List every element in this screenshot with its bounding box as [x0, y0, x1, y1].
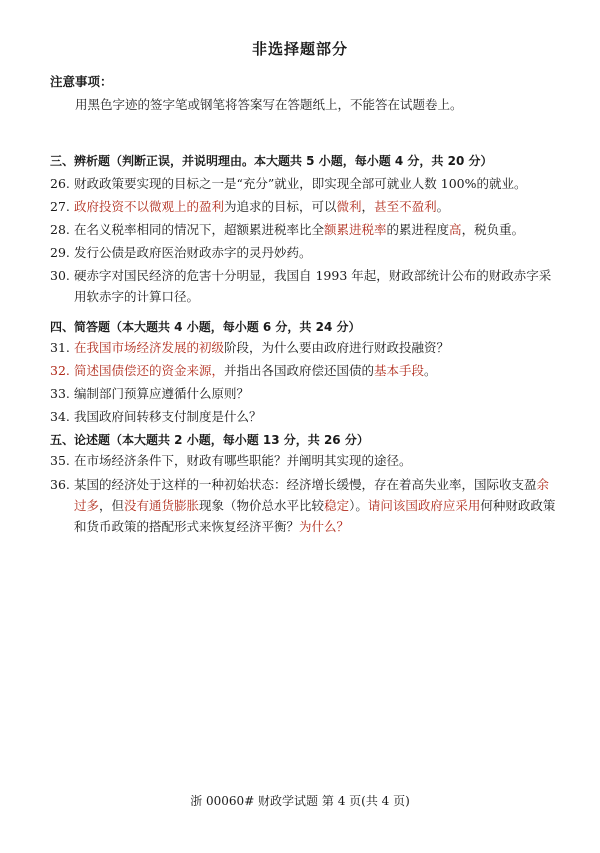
question-text: 编制部门预算应遵循什么原则？: [74, 386, 250, 401]
question-26: [50, 173, 560, 194]
question-29: [50, 242, 560, 263]
question-number: 31.: [50, 340, 70, 355]
text-segment: 阶段，为什么要由政府进行财政投融资？: [224, 340, 450, 355]
highlight: 余过多: [74, 477, 550, 513]
highlight: 高: [449, 222, 462, 237]
question-number: 35.: [50, 453, 70, 468]
text-segment: ）。: [349, 498, 368, 513]
question-number: 34.: [50, 409, 70, 424]
question-number: 29.: [50, 245, 70, 260]
text-segment: 的累进程度: [386, 222, 450, 237]
text-segment: 并指出各国政府偿还国债的: [224, 363, 375, 378]
question-32: [50, 360, 560, 381]
question-31: [50, 337, 560, 358]
question-text: 我国政府间转移支付制度是什么？: [74, 409, 262, 424]
section-5-heading: 五、论述题（本大题共 2 小题，每小题 13 分，共 26 分）: [50, 433, 369, 447]
question-36: [50, 474, 560, 537]
question-27: [50, 196, 560, 217]
question-33: [50, 383, 560, 404]
question-text: 在市场经济条件下，财政有哪些职能？并阐明其实现的途径。: [74, 453, 412, 468]
question-number: 33.: [50, 386, 70, 401]
text-segment: ，但: [99, 498, 125, 513]
notice-heading: 注意事项：: [50, 74, 113, 89]
question-30: [50, 265, 560, 307]
question-text: 发行公债是政府医治财政赤字的灵丹妙药。: [74, 245, 312, 260]
question-number: 32.: [50, 363, 70, 378]
question-text: [74, 219, 560, 240]
section-4-heading: 四、简答题（本大题共 4 小题，每小题 6 分，共 24 分）: [50, 320, 361, 334]
question-text: [74, 360, 560, 381]
highlight: 没有通货膨胀: [124, 498, 200, 513]
text-segment: 何种财政政策和货币政策的搭配形式来恢复经济平衡？: [74, 498, 556, 534]
question-text: 硬赤字对国民经济的危害十分明显，我国自 1993 年起，财政部统计公布的财政赤字采用软赤字的计算口径。: [74, 268, 552, 304]
text-segment: ，: [361, 199, 375, 214]
question-number: 27.: [50, 199, 70, 214]
question-35: [50, 450, 560, 471]
section-3-heading: 三、辨析题（判断正误，并说明理由。本大题共 5 小题，每小题 4 分，共 20 分）: [50, 154, 493, 168]
text-segment: ，税负重。: [461, 222, 525, 237]
text-segment: 某国的经济处于这样的一种初始状态：经济增长缓慢，存在着高失业率，国际收支盈: [74, 477, 537, 492]
question-text: [74, 337, 560, 358]
text-segment: 。: [424, 363, 437, 378]
question-number: 28.: [50, 222, 70, 237]
question-28: [50, 219, 560, 240]
highlight: 政府投资不以微观上的盈利: [74, 199, 225, 214]
highlight: 稳定: [324, 498, 350, 513]
page-title: 非选择题部分: [251, 40, 348, 58]
text-segment: 。: [436, 199, 450, 214]
question-number: 30.: [50, 268, 70, 283]
question-number: 36.: [50, 477, 70, 492]
question-text: [74, 196, 560, 217]
highlight: 简述国债偿还的资金来源，: [74, 363, 225, 378]
highlight: 微利: [336, 199, 362, 214]
notice-text: 用黑色字迹的签字笔或钢笔将答案写在答题纸上，不能答在试题卷上。: [75, 97, 463, 112]
question-34: [50, 406, 560, 427]
question-text: 财政政策要实现的目标之一是“充分”就业，即实现全部可就业人数 100%的就业。: [74, 176, 527, 191]
highlight: 请问该国政府应采用: [367, 498, 481, 513]
question-number: 26.: [50, 176, 70, 191]
text-segment: 为追求的目标，可以: [224, 199, 337, 214]
highlight: 甚至不盈利: [374, 199, 437, 214]
text-segment: 在名义税率相同的情况下，超额累进税率比全: [74, 222, 325, 237]
page-footer: 浙 00060# 财政学试题 第 4 页(共 4 页): [190, 794, 410, 808]
question-text: [74, 474, 560, 537]
highlight: 基本手段: [374, 363, 425, 378]
highlight: 额累进税率: [324, 222, 387, 237]
highlight: 在我国市场经济发展的初级: [74, 340, 225, 355]
highlight: 为什么？: [299, 519, 350, 534]
text-segment: 现象（物价总水平比较: [199, 498, 325, 513]
